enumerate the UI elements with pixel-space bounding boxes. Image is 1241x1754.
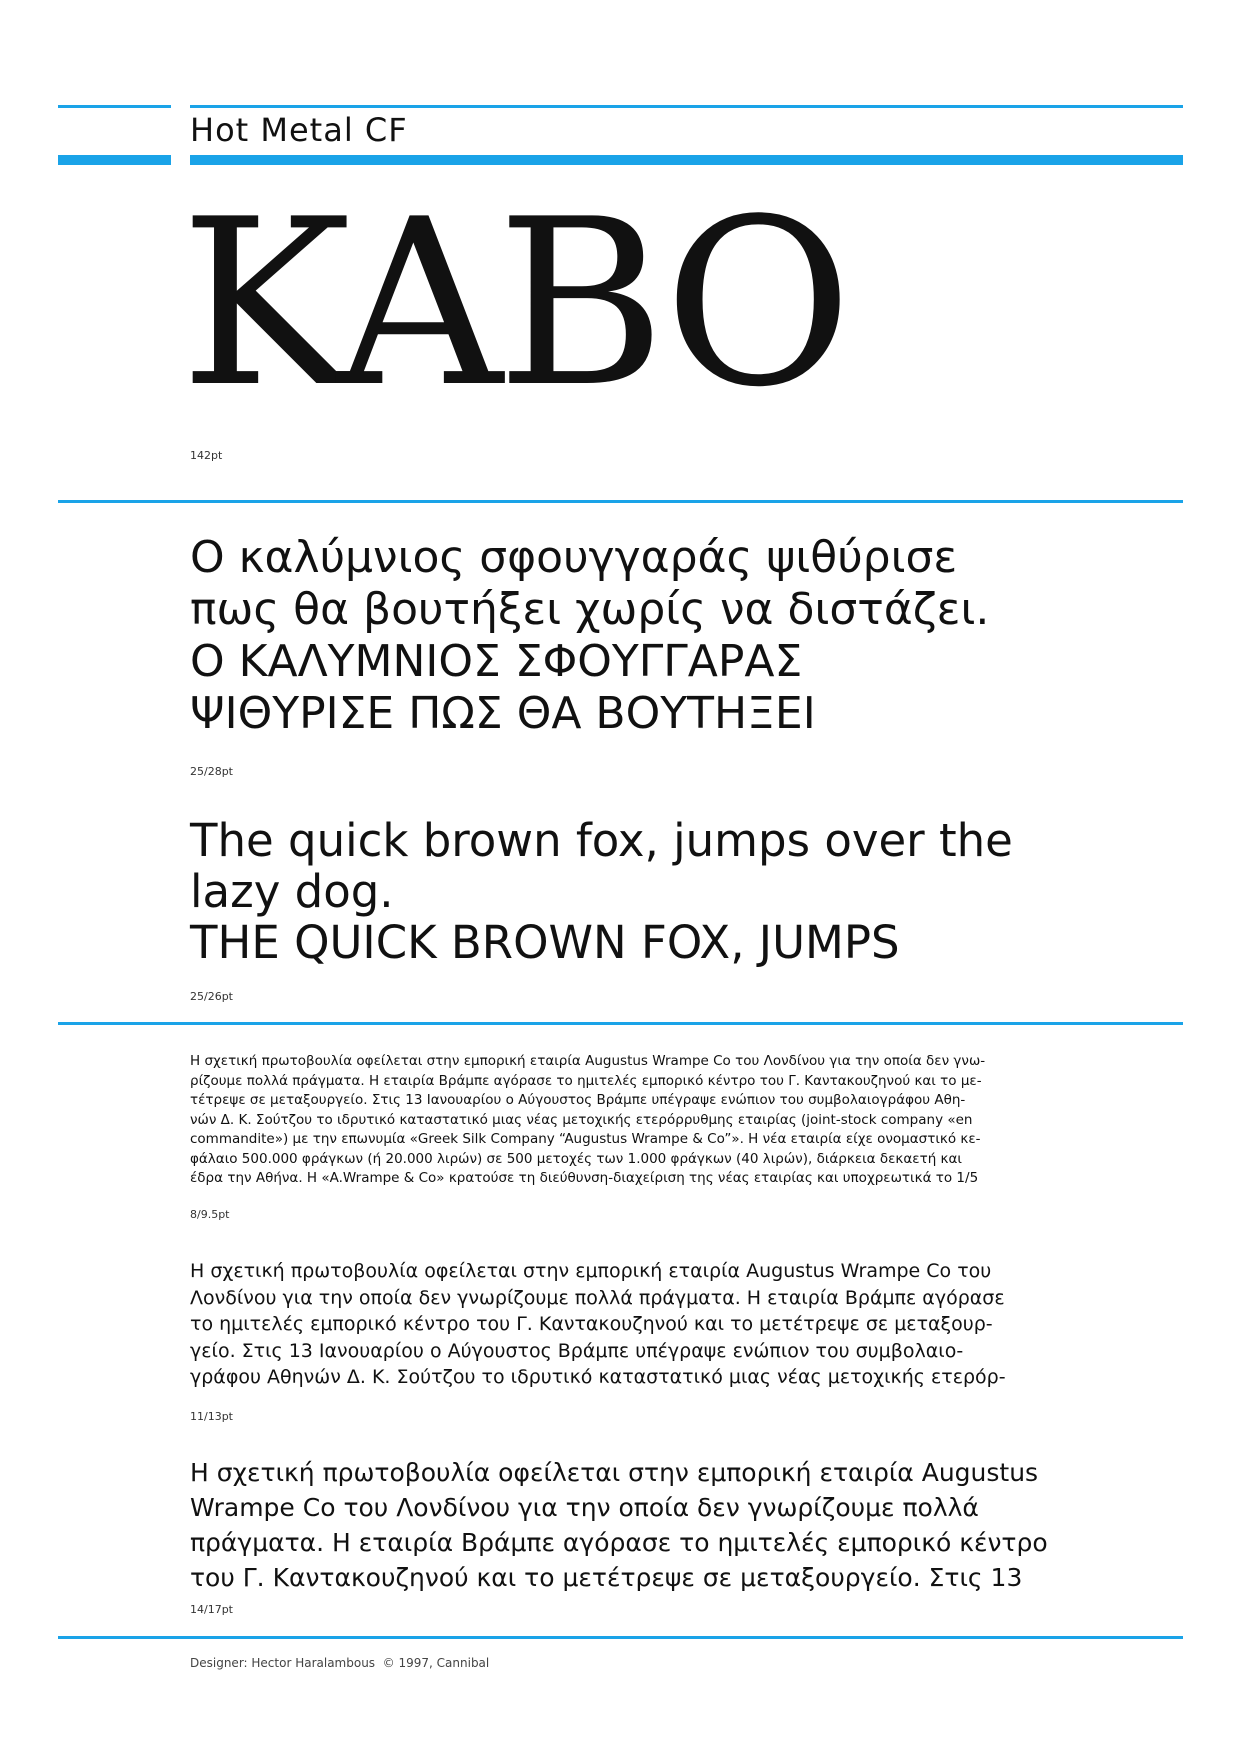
greek-line-3: Ο ΚΑΛΥΜΝΙΟΣ ΣΦΟΥΓΓΑΡΑΣ (190, 636, 803, 687)
greek-line-4: ΨΙΘΥΡΙΣΕ ΠΩΣ ΘΑ ΒΟΥΤΗΞΕΙ (190, 688, 816, 739)
body14-size-label: 14/17pt (190, 1603, 233, 1616)
display-sample: KABO (180, 171, 847, 438)
body8-size-label: 8/9.5pt (190, 1208, 230, 1221)
body11-size-label: 11/13pt (190, 1410, 233, 1423)
body8-line-4: νών Δ. Κ. Σούτζου το ιδρυτικό καταστατικό μιας νέας μετοχικής ετερόρρυθμης εταιρίας (joint-stock company «en (190, 1111, 973, 1128)
greek-sample (190, 532, 989, 740)
body14-line-1: Η σχετική πρωτοβουλία οφείλεται στην εμπορική εταιρία Augustus (190, 1458, 1039, 1487)
greek-line-2: πως θα βουτήξει χωρίς να διστάζει. (190, 584, 990, 635)
body8-line-6: φάλαιο 500.000 φράγκων (ή 20.000 λιρών) σε 500 μετοχές των 1.000 φράγκων (40 λιρών), διάρκεια δεκαετή και (190, 1150, 962, 1167)
body11-line-3: το ημιτελές εμπορικό κέντρο του Γ. Καντακουζηνού και το μετέτρεψε σε μεταξουρ- (190, 1313, 993, 1335)
rule-footer (58, 1636, 1183, 1639)
body14-line-4: του Γ. Καντακουζηνού και το μετέτρεψε σε μεταξουργείο. Στις 13 (190, 1563, 1023, 1592)
display-size-label: 142pt (190, 449, 223, 462)
rule-section-1 (58, 500, 1183, 503)
greek-line-1: Ο καλύμνιος σφουγγαράς ψιθύρισε (190, 532, 958, 583)
rule-header-thick-right (190, 155, 1183, 165)
rule-header-thick-left (58, 155, 171, 165)
body14-line-3: πράγματα. Η εταιρία Βράμπε αγόρασε το ημιτελές εμπορικό κέντρο (190, 1528, 1048, 1557)
body11-line-2: Λονδίνου για την οποία δεν γνωρίζουμε πολλά πράγματα. Η εταιρία Βράμπε αγόρασε (190, 1286, 1005, 1309)
body11-line-1: Η σχετική πρωτοβουλία οφείλεται στην εμπορική εταιρία Augustus Wrampe Co του (190, 1260, 992, 1282)
body8-line-5: commandite») με την επωνυμία «Greek Silk Company “Augustus Wrampe & Co”». Η νέα εταιρία είχε ονομαστικό κε- (190, 1131, 981, 1147)
body14-line-2: Wrampe Co του Λονδίνου για την οποία δεν γνωρίζουμε πολλά (190, 1493, 979, 1522)
rule-top-right (190, 105, 1183, 108)
greek-size-label: 25/28pt (190, 765, 233, 778)
rule-section-2 (58, 1022, 1183, 1025)
font-name-title: Hot Metal CF (190, 111, 408, 149)
body8-line-2: ρίζουμε πολλά πράγματα. Η εταιρία Βράμπε αγόρασε το ημιτελές εμπορικό κέντρο του Γ. Καντακουζηνού και το με- (190, 1072, 982, 1089)
latin-line-2: lazy dog. (190, 865, 394, 918)
body-sample-14 (190, 1455, 1048, 1595)
body-sample-11 (190, 1258, 1006, 1391)
latin-sample (190, 815, 1013, 968)
body8-line-7: έδρα την Αθήνα. Η «A.Wrampe & Co» κρατούσε τη διεύθυνση-διαχείριση της νέας εταιρίας και υποχρεωτικά το 1/5 (190, 1170, 979, 1186)
latin-line-3: THE QUICK BROWN FOX, JUMPS (190, 916, 900, 969)
rule-top-left (58, 105, 171, 108)
body8-line-3: τέτρεψε σε μεταξουργείο. Στις 13 Ιανουαρίου ο Αύγουστος Βράμπε υπέγραψε ενώπιον του συμβολαιογράφου Αθη- (190, 1092, 966, 1108)
body-sample-8 (190, 1052, 985, 1189)
body11-line-4: γείο. Στις 13 Ιανουαρίου ο Αύγουστος Βράμπε υπέγραψε ενώπιον του συμβολαιο- (190, 1339, 964, 1362)
latin-size-label: 25/26pt (190, 990, 233, 1003)
designer-credit: Designer: Hector Haralambous © 1997, Cannibal (190, 1656, 490, 1670)
latin-line-1: The quick brown fox, jumps over the (190, 814, 1013, 867)
body8-line-1: Η σχετική πρωτοβουλία οφείλεται στην εμπορική εταιρία Augustus Wrampe Co του Λονδίνου για την οποία δεν γνω- (190, 1053, 986, 1069)
body11-line-5: γράφου Αθηνών Δ. Κ. Σούτζου το ιδρυτικό καταστατικό μιας νέας μετοχικής ετερόρ- (190, 1366, 1006, 1388)
